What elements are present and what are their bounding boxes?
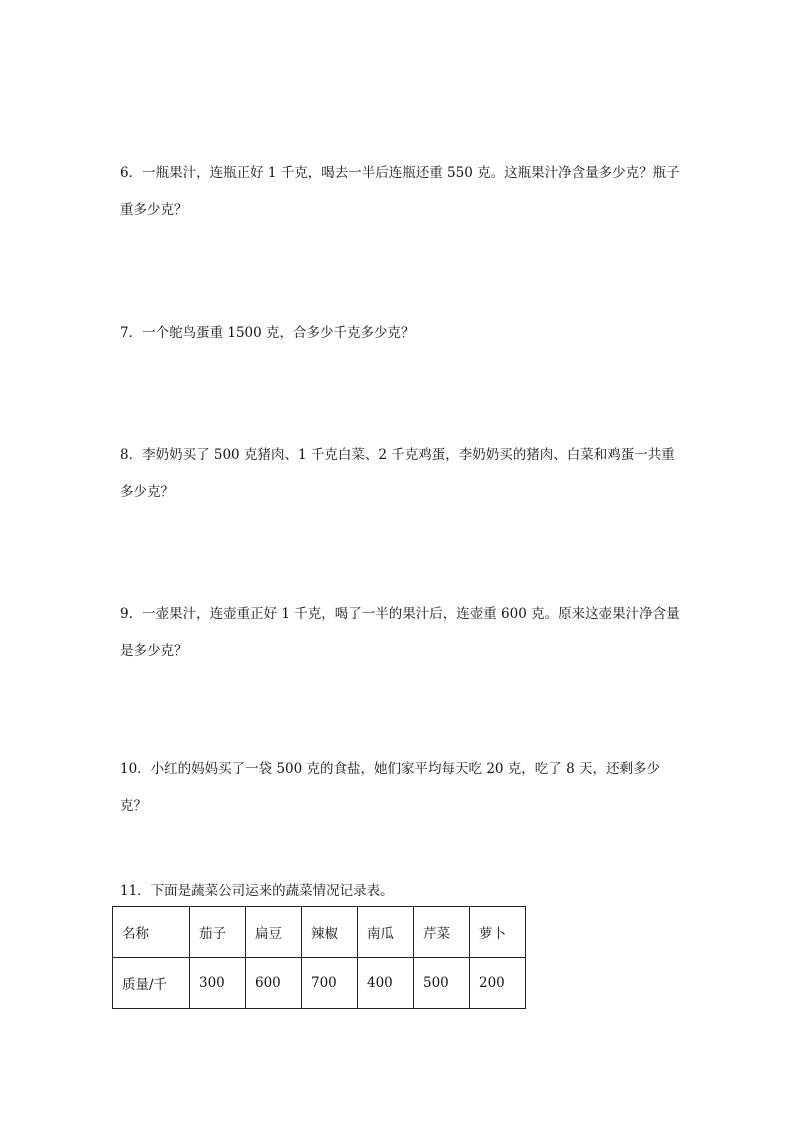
table-row [113,958,526,1009]
table-header-row [113,907,526,958]
table-cell: 700 [302,958,358,1009]
table-cell: 南瓜 [358,907,414,958]
vegetable-record-table [112,906,526,1009]
table-cell: 200 [470,958,526,1009]
table-cell: 芹菜 [414,907,470,958]
table-cell: 400 [358,958,414,1009]
table-cell: 500 [414,958,470,1009]
table-cell: 茄子 [190,907,246,958]
question-7: 7．一个鸵鸟蛋重 1500 克，合多少千克多少克？ [120,325,415,341]
question-6: 6．一瓶果汁，连瓶正好 1 千克，喝去一半后连瓶还重 550 克。这瓶果汁净含量多少克？瓶子重多少克？ [120,165,680,218]
question-10: 10．小红的妈妈买了一袋 500 克的食盐，她们家平均每天吃 20 克，吃了 8 天，还剩多少克？ [120,761,660,814]
question-8: 8．李奶奶买了 500 克猪肉、1 千克白菜、2 千克鸡蛋，李奶奶买的猪肉、白菜和鸡蛋一共重多少克？ [120,447,675,500]
table-cell: 600 [246,958,302,1009]
table-cell: 质量/千 [113,958,190,1009]
table-cell: 辣椒 [302,907,358,958]
question-9: 9．一壶果汁，连壶重正好 1 千克，喝了一半的果汁后，连壶重 600 克。原来这壶果汁净含量是多少克？ [120,606,680,659]
table-cell: 300 [190,958,246,1009]
question-11: 11．下面是蔬菜公司运来的蔬菜情况记录表。 [120,883,394,899]
table-cell: 名称 [113,907,190,958]
table-cell: 萝卜 [470,907,526,958]
table-cell: 扁豆 [246,907,302,958]
